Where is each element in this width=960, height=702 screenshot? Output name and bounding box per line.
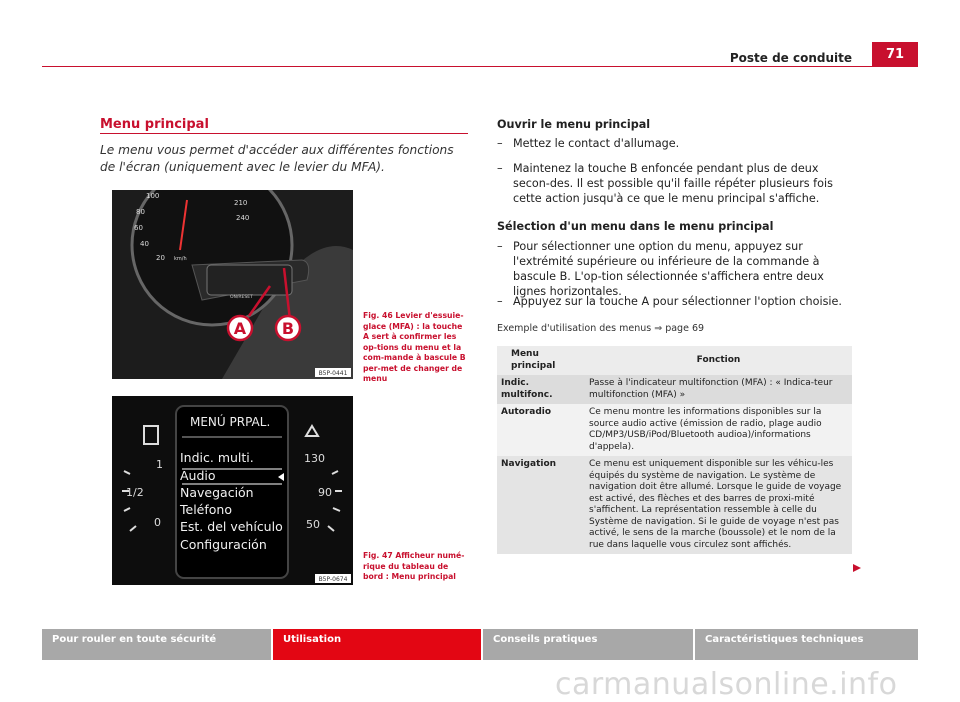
table-cell: Autoradio: [497, 404, 585, 456]
example-reference: Exemple d'utilisation des menus ⇒ page 69: [497, 323, 705, 334]
gauge-left-label: 1: [156, 458, 163, 471]
speedo-tick: 40: [140, 240, 149, 248]
footer-tab-technical-specs[interactable]: Caractéristiques techniques: [695, 629, 918, 660]
screen-menu-item: Navegación: [180, 485, 254, 500]
section-rule: [100, 133, 468, 134]
select-step-1: [497, 239, 852, 299]
footer-tab-usage[interactable]: Utilisation: [273, 629, 481, 660]
figure-46-caption: Fig. 46 Levier d'essuie-glace (MFA) : la touche A sert à confirmer les op-tions du menu et la com-mande à bascule B per-met de changer de menu: [363, 311, 466, 383]
open-step-2-text: Maintenez la touche B enfoncée pendant plus de deux secon-des. Il est possible qu'il faille répéter plusieurs fois cette action jusqu'à ce que le menu principal s'affiche.: [513, 162, 833, 205]
label-a: A: [233, 319, 247, 338]
open-step-2: [497, 161, 852, 206]
table-cell: Navigation: [497, 456, 585, 554]
dash: –: [497, 137, 503, 150]
dash: –: [497, 162, 503, 175]
table-cell: Ce menu est uniquement disponible sur les véhicu-les équipés du système de navigation. Le système de navigation doit être allumé. Lorsque le guide de voyage est activé, des flèches et des barres de proxi-mité s'affichent. La représentation ressemble à celle du Système de navigation. Si le guide de voyage n'est pas activé, le sens de la marche (boussole) et le nom de la rue dans laquelle vous circulez sont affichés.: [585, 456, 852, 554]
screen-menu-item: Configuración: [180, 537, 267, 552]
table-row: [497, 456, 852, 554]
figure-code: B5P-0674: [318, 576, 348, 583]
screen-menu-item: Audio: [180, 468, 216, 483]
select-step-2: [497, 294, 852, 309]
screen-menu-item: Indic. multi.: [180, 450, 254, 465]
speedo-tick: 240: [236, 214, 250, 222]
gauge-left-label: 0: [154, 516, 161, 529]
select-step-1-text: Pour sélectionner une option du menu, appuyez sur l'extrémité supérieure ou inférieure de la commande à bascule B. L'op-tion sélectionnée s'affichera entre deux lignes horizontales.: [513, 240, 824, 298]
figure-46-image: [112, 190, 353, 379]
label-b: B: [281, 319, 295, 338]
figure-47-image: [112, 396, 353, 585]
speed-unit: km/h: [174, 256, 187, 262]
table-row: [497, 375, 852, 404]
page-number: 71: [872, 42, 918, 67]
gauge-right-label: 90: [318, 486, 332, 499]
select-step-2-text: Appuyez sur la touche A pour sélectionner l'option choisie.: [513, 295, 842, 308]
screen-menu-item: Teléfono: [180, 502, 232, 517]
running-header-title: Poste de conduite: [729, 51, 852, 65]
table-cell: Passe à l'indicateur multifonction (MFA) : « Indica-teur multifonction (MFA) »: [585, 375, 852, 404]
open-menu-title: Ouvrir le menu principal: [497, 118, 651, 131]
gauge-right-label: 130: [304, 452, 325, 465]
table-header: Fonction: [585, 346, 852, 375]
speedo-tick: 80: [136, 208, 145, 216]
section-title: Menu principal: [100, 117, 209, 132]
watermark: carmanualsonline.info: [555, 667, 898, 702]
lever-text: ON/RESET: [230, 295, 253, 300]
table-header: Menu principal: [497, 346, 585, 375]
open-step-1: [497, 136, 852, 151]
menu-table: [497, 346, 852, 554]
table-cell: Ce menu montre les informations disponibles sur la source audio active (émission de radio, plage audio CD/MP3/USB/iPod/Bluetooth audioa)/informations d'appela).: [585, 404, 852, 456]
gauge-right-label: 50: [306, 518, 320, 531]
figure-47-caption: Fig. 47 Afficheur numé-rique du tableau de bord : Menu principal: [363, 551, 465, 581]
screen-title: MENÚ PRPAL.: [190, 415, 271, 429]
open-step-1-text: Mettez le contact d'allumage.: [513, 137, 680, 150]
gauge-left-label: 1/2: [126, 486, 144, 499]
screen-menu-item: Est. del vehículo: [180, 519, 283, 534]
select-menu-title: Sélection d'un menu dans le menu principal: [497, 220, 774, 233]
header-rule: [42, 66, 918, 67]
continue-arrow-icon: [852, 563, 862, 573]
speedo-tick: 20: [156, 254, 165, 262]
table-cell: Indic. multifonc.: [497, 375, 585, 404]
dash: –: [497, 240, 503, 253]
dash: –: [497, 295, 503, 308]
speedo-tick: 60: [134, 224, 143, 232]
footer-tab-practical-tips[interactable]: Conseils pratiques: [483, 629, 693, 660]
section-intro: Le menu vous permet d'accéder aux différentes fonctions de l'écran (uniquement avec le levier du MFA).: [100, 143, 454, 174]
footer-tab-safety[interactable]: Pour rouler en toute sécurité: [42, 629, 271, 660]
table-row: [497, 404, 852, 456]
speedo-tick: 210: [234, 199, 248, 207]
figure-code: B5P-0441: [318, 370, 348, 377]
speedo-tick: 100: [146, 192, 160, 200]
